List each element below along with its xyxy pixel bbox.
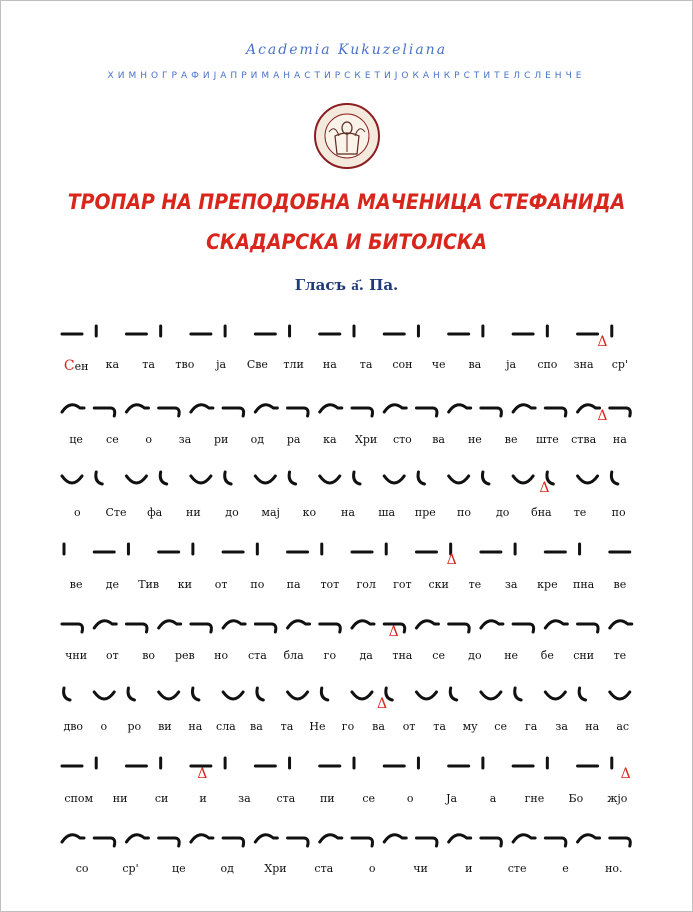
lyric-syllable: ски	[428, 578, 449, 591]
neume-glyph	[126, 624, 147, 632]
neume-glyph	[610, 838, 631, 846]
lyric-syllable: Све	[246, 358, 268, 371]
lyric-syllable: рев	[175, 649, 195, 662]
header-subtitle: ХИМНОГРАФИЈАПРИМАНАСТИРСКЕТИЈОКАНКРСТИТЕЛСЛЕНЧЕ	[107, 71, 586, 81]
neume-glyph	[223, 621, 245, 628]
neume-glyph	[126, 835, 148, 842]
neume-glyph	[481, 408, 502, 416]
lyric-syllable: со	[75, 862, 89, 875]
neume-glyph	[191, 405, 213, 412]
lyric-syllable: сни	[573, 649, 595, 662]
neume-glyph	[352, 408, 373, 416]
neume-glyph	[223, 838, 244, 846]
lyric-syllable: те	[468, 578, 482, 591]
hymn-title-line1: ТРОПАР НА ПРЕПОДОБНА МАЧЕНИЦА СТЕФАНИДА	[67, 190, 626, 214]
neume-glyph	[223, 408, 244, 416]
lyric-syllable: чни	[65, 649, 88, 662]
lyric-syllable: ни	[112, 792, 128, 805]
lyric-syllable: пре	[414, 506, 436, 519]
lyric-syllable: тна	[392, 649, 413, 662]
lyric-syllable: си	[154, 792, 169, 805]
lyric-syllable: ви	[158, 720, 172, 733]
lyric-syllable: спом	[64, 792, 94, 805]
neume-glyph	[62, 405, 84, 412]
lyric-row-6	[58, 720, 638, 738]
lyric-syllable: сте	[507, 862, 527, 875]
neume-glyph	[384, 476, 404, 483]
lyric-syllable: гот	[393, 578, 412, 591]
lyric-syllable: сон	[392, 358, 413, 371]
lyric-syllable: ро	[127, 720, 142, 733]
lyric-syllable: го	[323, 649, 337, 662]
lyric-syllable: бе	[540, 649, 554, 662]
lyric-syllable: ри	[213, 433, 229, 446]
neume-glyph	[223, 692, 243, 699]
neume-row-3	[58, 460, 638, 494]
lyric-syllable: и	[199, 792, 207, 805]
lyric-syllable: до	[468, 649, 482, 662]
lyric-syllable: кре	[537, 578, 558, 591]
neume-glyph	[578, 624, 599, 632]
lyric-syllable: ва	[250, 720, 263, 733]
neume-glyph	[94, 408, 115, 416]
lyric-syllable: пи	[319, 792, 335, 805]
lyric-syllable: ста	[314, 862, 334, 875]
lyric-syllable: сла	[216, 720, 236, 733]
lyric-syllable: по	[611, 506, 626, 519]
neume-glyph	[384, 405, 406, 412]
lyric-syllable: од	[250, 433, 265, 446]
hymn-title-line2: СКАДАРСКА И БИТОЛСКА	[206, 230, 487, 254]
lyric-syllable: ве	[613, 578, 627, 591]
lyric-syllable: во	[142, 649, 156, 662]
neume-glyph	[578, 405, 600, 412]
lyric-syllable: на	[341, 506, 355, 519]
lyric-syllable: ства	[571, 433, 597, 446]
neume-glyph	[320, 835, 342, 842]
neume-glyph	[513, 835, 535, 842]
lyric-syllable: ва	[432, 433, 446, 446]
neume-glyph	[450, 688, 456, 700]
lyric-syllable: ка	[105, 358, 120, 371]
neume-glyph	[94, 838, 115, 846]
neume-row-7	[58, 746, 638, 780]
neume-glyph	[579, 688, 585, 700]
lyric-syllable: Сте	[105, 506, 127, 519]
lyric-syllable: Хри	[355, 433, 378, 446]
lyric-syllable: не	[467, 433, 482, 446]
neume-row-2	[58, 388, 638, 422]
lyric-syllable: ша	[378, 506, 396, 519]
neume-glyph	[449, 835, 471, 842]
neume-glyph	[159, 408, 180, 416]
neume-glyph	[545, 408, 566, 416]
lyric-syllable: ве	[504, 433, 518, 446]
neume-glyph	[513, 624, 534, 632]
lyric-syllable: от	[214, 578, 228, 591]
fthora-mark: Δ	[377, 696, 388, 710]
neume-glyphs-1	[58, 314, 638, 348]
lyric-syllable: се	[494, 720, 507, 733]
neume-glyph	[255, 835, 277, 842]
lyric-syllable: ас	[616, 720, 630, 733]
neume-glyph	[288, 621, 310, 628]
neume-glyph	[513, 476, 533, 483]
lyric-row-3	[58, 506, 638, 524]
lyric-syllable: но	[214, 649, 229, 662]
lyric-syllable: гне	[524, 792, 545, 805]
lyric-syllable: е	[562, 862, 569, 875]
lyric-syllable: та	[142, 358, 155, 371]
neume-glyph	[192, 688, 198, 700]
neume-glyph	[449, 405, 471, 412]
neume-glyph	[481, 692, 501, 699]
fthora-mark: Δ	[597, 334, 608, 348]
lyric-syllable: от	[402, 720, 416, 733]
lyric-syllable: фа	[147, 506, 163, 519]
publisher-name: Academia Kukuzeliana	[245, 42, 448, 58]
lyric-syllable: на	[322, 358, 337, 371]
lyric-syllable: ве	[69, 578, 83, 591]
lyric-syllable: те	[573, 506, 587, 519]
lyric-syllable: на	[188, 720, 203, 733]
lyric-syllable: тот	[320, 578, 340, 591]
lyric-syllable: ки	[177, 578, 192, 591]
neume-glyph	[352, 838, 373, 846]
lyric-syllable: ста	[276, 792, 296, 805]
neume-glyphs-2	[58, 388, 638, 422]
neume-glyph	[257, 688, 263, 700]
neume-glyph	[578, 835, 600, 842]
lyric-syllable: на	[612, 433, 627, 446]
lyric-syllable: сто	[392, 433, 412, 446]
neume-glyph	[191, 835, 213, 842]
lyric-syllable: ста	[247, 649, 267, 662]
neume-glyph	[126, 405, 148, 412]
fthora-mark: Δ	[388, 624, 399, 638]
lyric-syllable: о	[100, 720, 108, 733]
neume-glyph	[128, 688, 134, 700]
lyric-syllable: тли	[283, 358, 304, 371]
neume-glyph	[288, 838, 309, 846]
neume-glyph	[159, 621, 181, 628]
lyric-syllable: Тив	[138, 578, 160, 591]
lyric-syllable: ра	[286, 433, 301, 446]
neume-glyph	[481, 621, 503, 628]
neume-glyph	[255, 624, 275, 632]
lyric-syllable: жјо	[607, 792, 628, 805]
lyric-syllable: зна	[573, 358, 594, 371]
neume-glyph	[449, 476, 469, 483]
neume-glyph	[416, 692, 436, 699]
lyric-syllable: на	[585, 720, 600, 733]
neume-glyph	[288, 408, 309, 416]
neume-glyph	[289, 472, 295, 484]
lyric-syllable: чи	[413, 862, 428, 875]
lyric-syllable: за	[178, 433, 192, 446]
neume-glyph	[62, 835, 84, 842]
neume-glyph	[352, 692, 372, 699]
neume-glyph	[416, 408, 437, 416]
lyric-syllable: ја	[506, 358, 517, 371]
neume-glyph	[545, 838, 566, 846]
lyric-syllable: ште	[535, 433, 559, 446]
lyric-row-7	[58, 792, 638, 810]
mode-heading: Гласъ а҃. Па.	[294, 276, 399, 294]
lyric-syllable: ва	[372, 720, 385, 733]
lyric-syllable: ср'	[122, 862, 139, 875]
lyric-row-4	[58, 578, 638, 596]
neume-glyph	[610, 621, 632, 628]
lyric-syllable: ва	[468, 358, 482, 371]
neume-glyph	[62, 624, 83, 632]
lyric-syllable: бна	[531, 506, 552, 519]
neume-row-8	[58, 818, 638, 852]
lyric-syllable: за	[238, 792, 251, 805]
neume-glyphs-8	[58, 818, 638, 852]
neume-glyph	[64, 688, 70, 700]
lyric-row-1	[58, 358, 638, 376]
lyric-syllable: че	[431, 358, 446, 371]
neume-glyph	[320, 405, 342, 412]
neume-glyph	[94, 692, 114, 699]
neume-glyphs-5	[58, 604, 638, 638]
lyric-syllable: це	[69, 433, 83, 446]
lyric-syllable: за	[555, 720, 568, 733]
lyric-syllable: Не	[309, 720, 326, 733]
lyric-syllable: от	[106, 649, 119, 662]
neume-glyph	[225, 472, 231, 484]
neume-glyphs-3	[58, 460, 638, 494]
neume-glyph	[416, 621, 438, 628]
neume-glyph	[191, 476, 211, 483]
fthora-mark: Δ	[197, 766, 208, 780]
neume-glyph	[96, 472, 102, 484]
neume-glyph	[610, 692, 630, 699]
lyric-syllable: пна	[573, 578, 595, 591]
lyric-syllable: спо	[537, 358, 558, 371]
lyric-syllable: да	[359, 649, 373, 662]
neume-glyph	[515, 688, 521, 700]
neume-glyph	[160, 472, 166, 484]
lyric-syllable: те	[613, 649, 627, 662]
lyric-row-5	[58, 649, 638, 667]
neume-glyph	[545, 621, 567, 628]
lyric-syllable: а	[489, 792, 497, 805]
lyric-syllable: о	[368, 862, 376, 875]
fthora-mark: Δ	[597, 408, 608, 422]
lyric-syllable: за	[504, 578, 518, 591]
neume-glyph	[482, 472, 488, 484]
neume-row-5	[58, 604, 638, 638]
neume-glyph	[354, 472, 360, 484]
neume-row-4	[58, 532, 638, 566]
neume-glyph	[159, 692, 179, 699]
lyric-syllable: ко	[302, 506, 317, 519]
lyric-syllable: но.	[605, 862, 623, 875]
lyric-syllable: мај	[261, 506, 280, 519]
neume-glyph	[255, 405, 277, 412]
neume-glyph	[449, 624, 470, 632]
neume-glyph	[481, 838, 502, 846]
neume-glyph	[191, 624, 212, 632]
lyric-syllable: ка	[323, 433, 337, 446]
lyric-syllable: му	[462, 720, 478, 733]
lyric-syllable: гол	[356, 578, 376, 591]
fthora-mark: Δ	[539, 480, 550, 494]
fthora-mark: Δ	[446, 552, 457, 566]
neume-glyphs-6	[58, 676, 638, 710]
lyric-syllable: Бо	[568, 792, 584, 805]
lyric-syllable: и	[465, 862, 473, 875]
lyric-syllable: ни	[185, 506, 201, 519]
neume-glyph	[578, 476, 598, 483]
neume-glyph	[320, 624, 341, 632]
lyric-syllable: се	[362, 792, 376, 805]
neume-row-6	[58, 676, 638, 710]
lyric-syllable: Хри	[264, 862, 287, 875]
lyric-syllable: тво	[175, 358, 195, 371]
seal-logo	[313, 102, 381, 170]
lyric-syllable: га	[524, 720, 538, 733]
lyric-syllable: од	[220, 862, 234, 875]
lyric-syllable: ја	[216, 358, 227, 371]
lyric-syllable: ср'	[611, 358, 628, 371]
neume-glyph	[611, 472, 617, 484]
fthora-mark: Δ	[620, 766, 631, 780]
lyric-syllable: Сен	[63, 358, 89, 374]
neume-glyph	[513, 405, 535, 412]
lyric-syllable: по	[250, 578, 265, 591]
lyric-syllable: до	[495, 506, 510, 519]
lyric-syllable: го	[341, 720, 355, 733]
neume-glyph	[288, 692, 308, 699]
neume-glyphs-7	[58, 746, 638, 780]
neume-glyph	[416, 838, 437, 846]
neume-glyph	[126, 476, 146, 483]
neume-glyph	[352, 621, 374, 628]
neume-row-1	[58, 314, 638, 348]
lyric-syllable: де	[105, 578, 120, 591]
lyric-syllable: о	[74, 506, 81, 519]
lyric-syllable: дво	[63, 720, 84, 733]
neume-glyph	[545, 692, 565, 699]
lyric-syllable: па	[286, 578, 301, 591]
lyric-row-2	[58, 433, 638, 451]
lyric-syllable: бла	[283, 649, 304, 662]
lyric-row-8	[58, 862, 638, 880]
lyric-syllable: та	[433, 720, 446, 733]
neume-glyph	[62, 476, 82, 483]
lyric-syllable: та	[359, 358, 373, 371]
lyric-syllable: се	[432, 649, 445, 662]
lyric-syllable: о	[406, 792, 414, 805]
neume-glyph	[418, 472, 424, 484]
lyric-syllable: по	[457, 506, 471, 519]
neume-glyph	[255, 476, 275, 483]
neume-glyph	[320, 476, 340, 483]
lyric-syllable: до	[225, 506, 239, 519]
neume-glyph	[610, 408, 631, 416]
lyric-syllable: Ја	[446, 792, 458, 805]
neume-glyphs-4	[58, 532, 638, 566]
lyric-syllable: се	[106, 433, 119, 446]
lyric-syllable: та	[280, 720, 294, 733]
lyric-syllable: це	[172, 862, 186, 875]
neume-glyph	[159, 838, 180, 846]
neume-glyph	[94, 621, 116, 628]
neume-glyph	[384, 835, 406, 842]
neume-glyph	[321, 688, 327, 700]
lyric-syllable: о	[145, 433, 152, 446]
lyric-syllable: не	[504, 649, 519, 662]
